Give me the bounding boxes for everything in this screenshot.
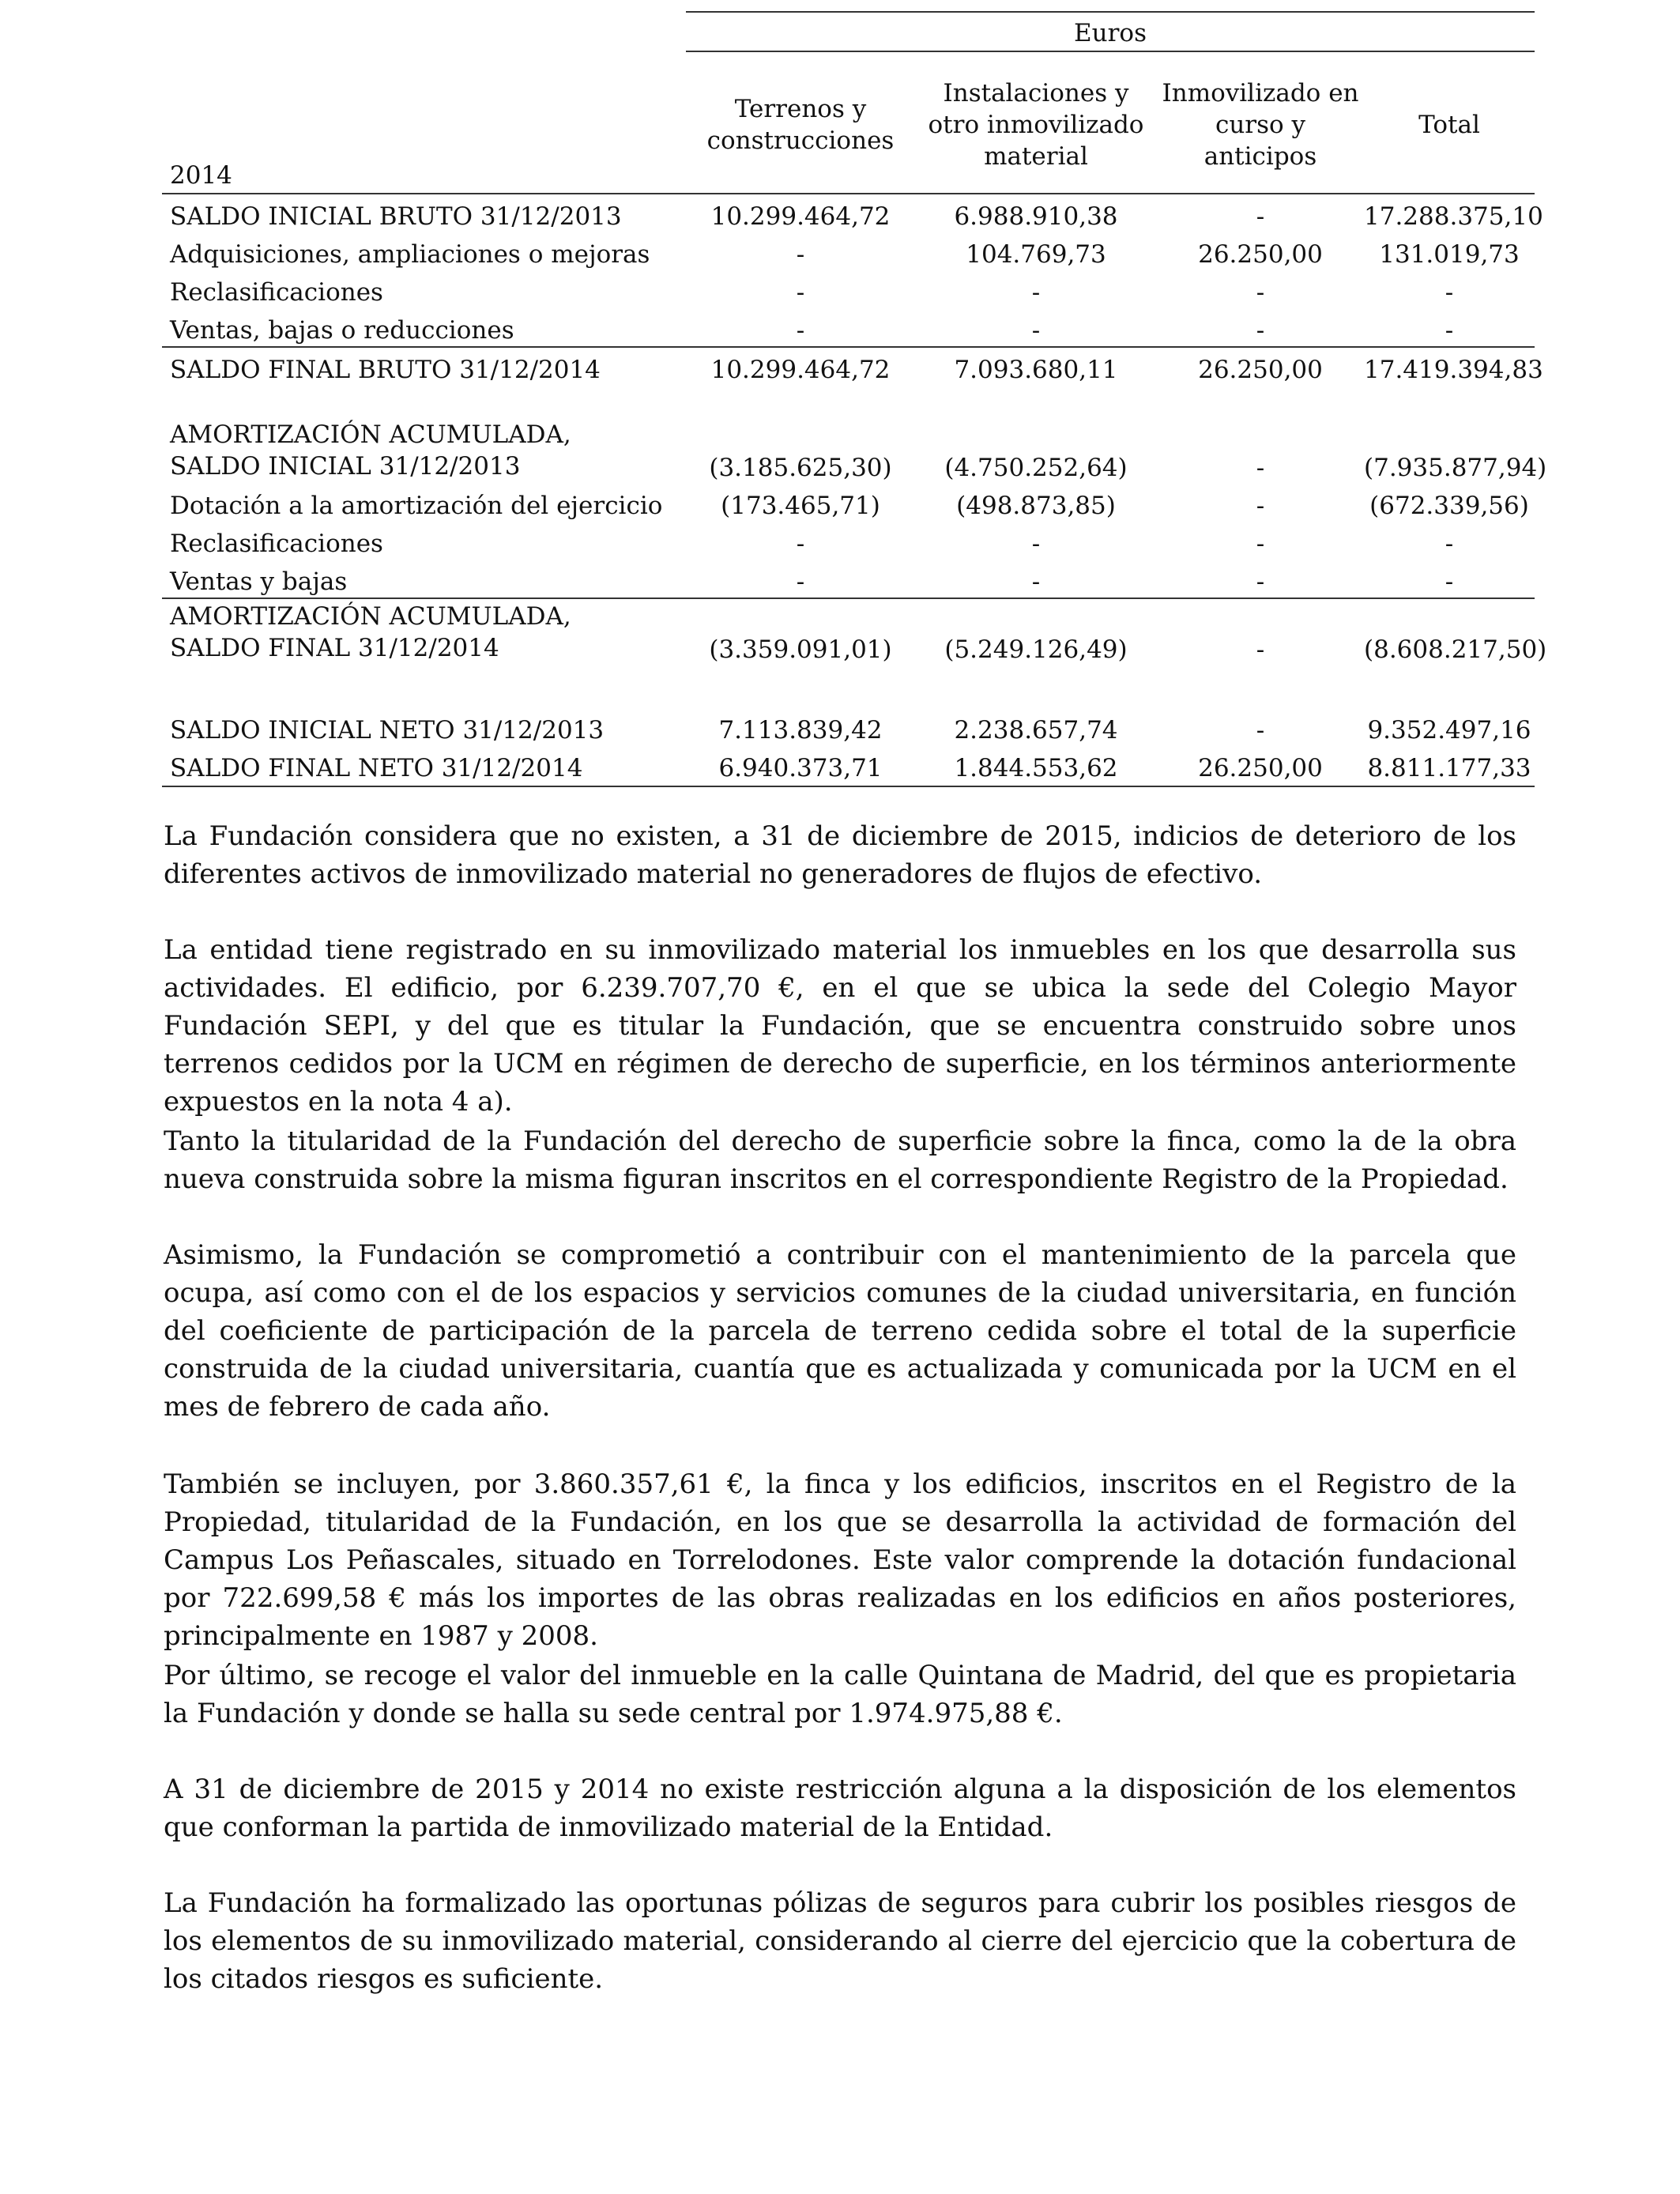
cell-value: - xyxy=(796,240,805,269)
euros-top-rule xyxy=(686,11,1535,13)
cell-value: 7.093.680,11 xyxy=(954,356,1118,384)
row-label: Reclasificaciones xyxy=(170,278,383,307)
euros-bottom-rule xyxy=(686,51,1535,52)
paragraph: A 31 de diciembre de 2015 y 2014 no existe restricción alguna a la disposición de los elementos que conforman la partida de inmovilizado material de la Entidad. xyxy=(164,1774,1516,1843)
cell-value: 10.299.464,72 xyxy=(710,356,891,384)
cell-value: 26.250,00 xyxy=(1198,356,1323,384)
cell-value: 104.769,73 xyxy=(966,240,1106,269)
cell-value: 9.352.497,16 xyxy=(1367,716,1531,745)
cell-value: (498.873,85) xyxy=(956,492,1116,520)
cell-value: - xyxy=(1256,454,1265,482)
table-row xyxy=(162,311,1535,349)
row-label: AMORTIZACIÓN ACUMULADA, SALDO FINAL 31/12/2014 xyxy=(170,602,571,662)
cell-value: - xyxy=(1256,567,1265,596)
cell-value: - xyxy=(1031,278,1041,307)
cell-value: (4.750.252,64) xyxy=(944,454,1128,482)
cell-value: - xyxy=(1256,278,1265,307)
row-label: Reclasificaciones xyxy=(170,530,383,558)
cell-value: 17.288.375,10 xyxy=(1364,202,1543,231)
table-row xyxy=(162,273,1535,311)
cell-value: - xyxy=(796,530,805,558)
table-row xyxy=(162,711,1535,749)
table-row xyxy=(162,563,1535,601)
cell-value: 2.238.657,74 xyxy=(954,716,1118,745)
column-header-inmovilizado-curso: Inmovilizado en curso y anticipos xyxy=(1162,79,1359,171)
table-bottom-rule xyxy=(162,786,1535,787)
cell-value: 26.250,00 xyxy=(1198,754,1323,782)
cell-value: - xyxy=(1256,202,1265,231)
cell-value: - xyxy=(1445,567,1454,596)
paragraph: Tanto la titularidad de la Fundación del derecho de superficie sobre la finca, como la de la obra nueva construida sobre la misma figuran inscritos en el correspondiente Registro de la Propiedad. xyxy=(164,1125,1516,1195)
header-bottom-rule xyxy=(162,193,1535,194)
cell-value: - xyxy=(1031,530,1041,558)
cell-value: - xyxy=(1445,278,1454,307)
cell-value: - xyxy=(1031,567,1041,596)
cell-value: 7.113.839,42 xyxy=(718,716,883,745)
table-row xyxy=(162,198,1543,236)
table-row xyxy=(162,599,1547,669)
table-row xyxy=(162,749,1535,787)
paragraph: La Fundación considera que no existen, a 31 de diciembre de 2015, indicios de deterioro de los diferentes activos de inmovilizado material no generadores de flujos de efectivo. xyxy=(164,820,1516,890)
cell-value: - xyxy=(1256,316,1265,345)
cell-value: - xyxy=(1256,492,1265,520)
row-label: Dotación a la amortización del ejercicio xyxy=(170,492,663,520)
row-label: Adquisiciones, ampliaciones o mejoras xyxy=(170,240,650,269)
table-row xyxy=(162,351,1543,389)
cell-value: - xyxy=(1256,530,1265,558)
table-row xyxy=(162,525,1535,563)
row-label: SALDO FINAL BRUTO 31/12/2014 xyxy=(170,356,601,384)
paragraph: Por último, se recoge el valor del inmueble en la calle Quintana de Madrid, del que es propietaria la Fundación y donde se halla su sede central por 1.974.975,88 €. xyxy=(164,1660,1516,1729)
cell-value: 17.419.394,83 xyxy=(1364,356,1543,384)
paragraph: La entidad tiene registrado en su inmovilizado material los inmuebles en los que desarrolla sus actividades. El edificio, por 6.239.707,70 €, en el que se ubica la sede del Colegio Mayor Fundación SEPI, y del que es titular la Fundación, que se encuentra construido sobre unos terrenos cedidos por la UCM en régimen de derecho de superficie, en los términos anteriormente expuestos en la nota 4 a). xyxy=(164,934,1516,1118)
cell-value: - xyxy=(1445,316,1454,345)
cell-value: 131.019,73 xyxy=(1379,240,1520,269)
table-row xyxy=(162,487,1535,525)
row-label: SALDO INICIAL BRUTO 31/12/2013 xyxy=(170,202,622,231)
paragraph: También se incluyen, por 3.860.357,61 €, la finca y los edificios, inscritos en el Registro de la Propiedad, titularidad de la Fundación, en los que se desarrolla la actividad de formación del Campus Los Peñascales, situado en Torrelodones. Este valor comprende la dotación fundacional por 722.699,58 € más los importes de las obras realizadas en los edificios en años posteriores, principalmente en 1987 y 2008. xyxy=(164,1468,1516,1652)
cell-value: - xyxy=(796,316,805,345)
cell-value: - xyxy=(1445,530,1454,558)
row-label: AMORTIZACIÓN ACUMULADA, SALDO INICIAL 31/12/2013 xyxy=(170,420,571,481)
table-row xyxy=(162,417,1547,487)
cell-value: (3.185.625,30) xyxy=(709,454,892,482)
cell-value: - xyxy=(1256,716,1265,745)
paragraph: La Fundación ha formalizado las oportunas pólizas de seguros para cubrir los posibles riesgos de los elementos de su inmovilizado material, considerando al cierre del ejercicio que la cobertura de los citados riesgos es suficiente. xyxy=(164,1887,1516,1995)
cell-value: - xyxy=(1256,635,1265,664)
cell-value: - xyxy=(796,278,805,307)
cell-value: 8.811.177,33 xyxy=(1367,754,1531,782)
table-row xyxy=(162,236,1535,273)
cell-value: (672.339,56) xyxy=(1369,492,1529,520)
column-header-terrenos: Terrenos y construcciones xyxy=(706,95,895,155)
cell-value: - xyxy=(796,567,805,596)
row-label: Ventas, bajas o reducciones xyxy=(170,316,514,345)
cell-value: - xyxy=(1031,316,1041,345)
column-header-total: Total xyxy=(1418,111,1480,139)
paragraph: Asimismo, la Fundación se comprometió a contribuir con el mantenimiento de la parcela que ocupa, así como con el de los espacios y servicios comunes de la ciudad universitaria, en función del coeficiente de participación de la parcela de terreno cedida sobre el total de la superficie construida de la ciudad universitaria, cuantía que es actualizada y comunicada por la UCM en el mes de febrero de cada año. xyxy=(164,1239,1516,1423)
cell-value: (5.249.126,49) xyxy=(944,635,1128,664)
cell-value: (3.359.091,01) xyxy=(709,635,892,664)
cell-value: 6.988.910,38 xyxy=(954,202,1118,231)
cell-value: (7.935.877,94) xyxy=(1364,454,1547,482)
subtotal-rule xyxy=(162,346,1535,348)
table-year-label: 2014 xyxy=(170,161,232,190)
row-label: Ventas y bajas xyxy=(170,567,348,596)
euros-group-header: Euros xyxy=(1074,19,1147,47)
cell-value: (173.465,71) xyxy=(721,492,880,520)
cell-value: (8.608.217,50) xyxy=(1364,635,1547,664)
cell-value: 6.940.373,71 xyxy=(718,754,883,782)
cell-value: 10.299.464,72 xyxy=(710,202,891,231)
column-header-instalaciones: Instalaciones y otro inmovilizado material xyxy=(928,79,1144,171)
cell-value: 26.250,00 xyxy=(1198,240,1323,269)
cell-value: 1.844.553,62 xyxy=(954,754,1118,782)
row-label: SALDO FINAL NETO 31/12/2014 xyxy=(170,754,583,782)
row-label: SALDO INICIAL NETO 31/12/2013 xyxy=(170,716,605,745)
